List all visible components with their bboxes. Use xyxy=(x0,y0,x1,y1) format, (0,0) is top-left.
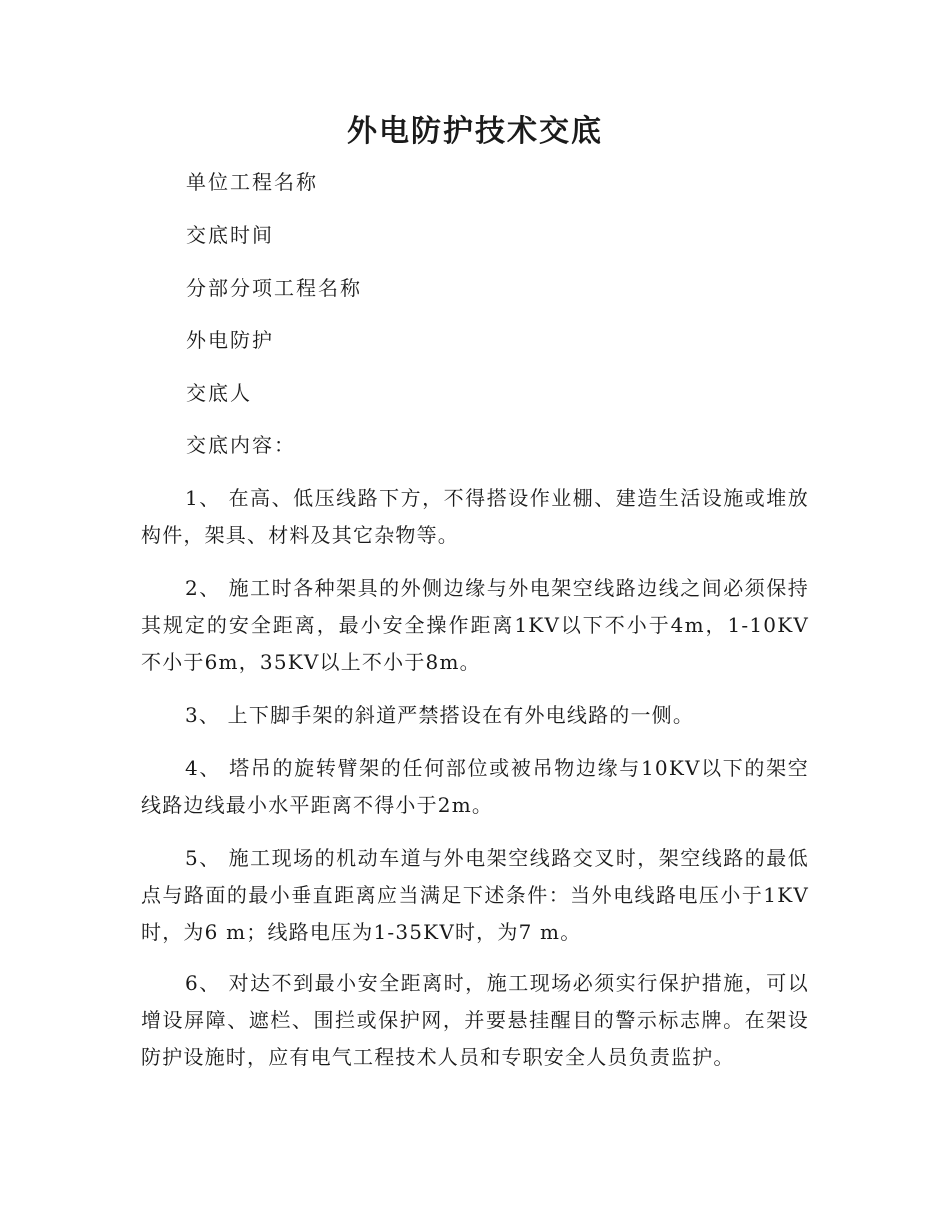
field-project-name: 单位工程名称 xyxy=(186,170,318,194)
list-item: 4、 塔吊的旋转臂架的任何部位或被吊物边缘与10KV以下的架空线路边线最小水平距离不得小于2m。 xyxy=(141,756,809,817)
field-external-power-protection: 外电防护 xyxy=(186,328,274,352)
field-handover-person: 交底人 xyxy=(186,381,252,405)
field-subproject-name: 分部分项工程名称 xyxy=(186,276,362,300)
field-handover-time: 交底时间 xyxy=(186,223,274,247)
list-item: 6、 对达不到最小安全距离时，施工现场必须实行保护措施，可以增设屏障、遮栏、围拦或保护网，并要悬挂醒目的警示标志牌。在架设防护设施时，应有电气工程技术人员和专职安全人员负责监护。 xyxy=(141,971,809,1069)
list-item: 1、 在高、低压线路下方，不得搭设作业棚、建造生活设施或堆放构件，架具、材料及其它杂物等。 xyxy=(141,486,809,547)
list-item: 2、 施工时各种架具的外侧边缘与外电架空线路边线之间必须保持其规定的安全距离，最小安全操作距离1KV以下不小于4m，1-10KV不小于6m，35KV以上不小于8m。 xyxy=(141,576,809,674)
field-handover-content: 交底内容： xyxy=(186,433,296,457)
document-title: 外电防护技术交底 xyxy=(347,114,603,149)
list-item: 5、 施工现场的机动车道与外电架空线路交叉时，架空线路的最低点与路面的最小垂直距离应当满足下述条件：当外电线路电压小于1KV时，为6 m；线路电压为1-35KV时，为7 m。 xyxy=(141,846,809,944)
list-item: 3、 上下脚手架的斜道严禁搭设在有外电线路的一侧。 xyxy=(185,703,695,727)
